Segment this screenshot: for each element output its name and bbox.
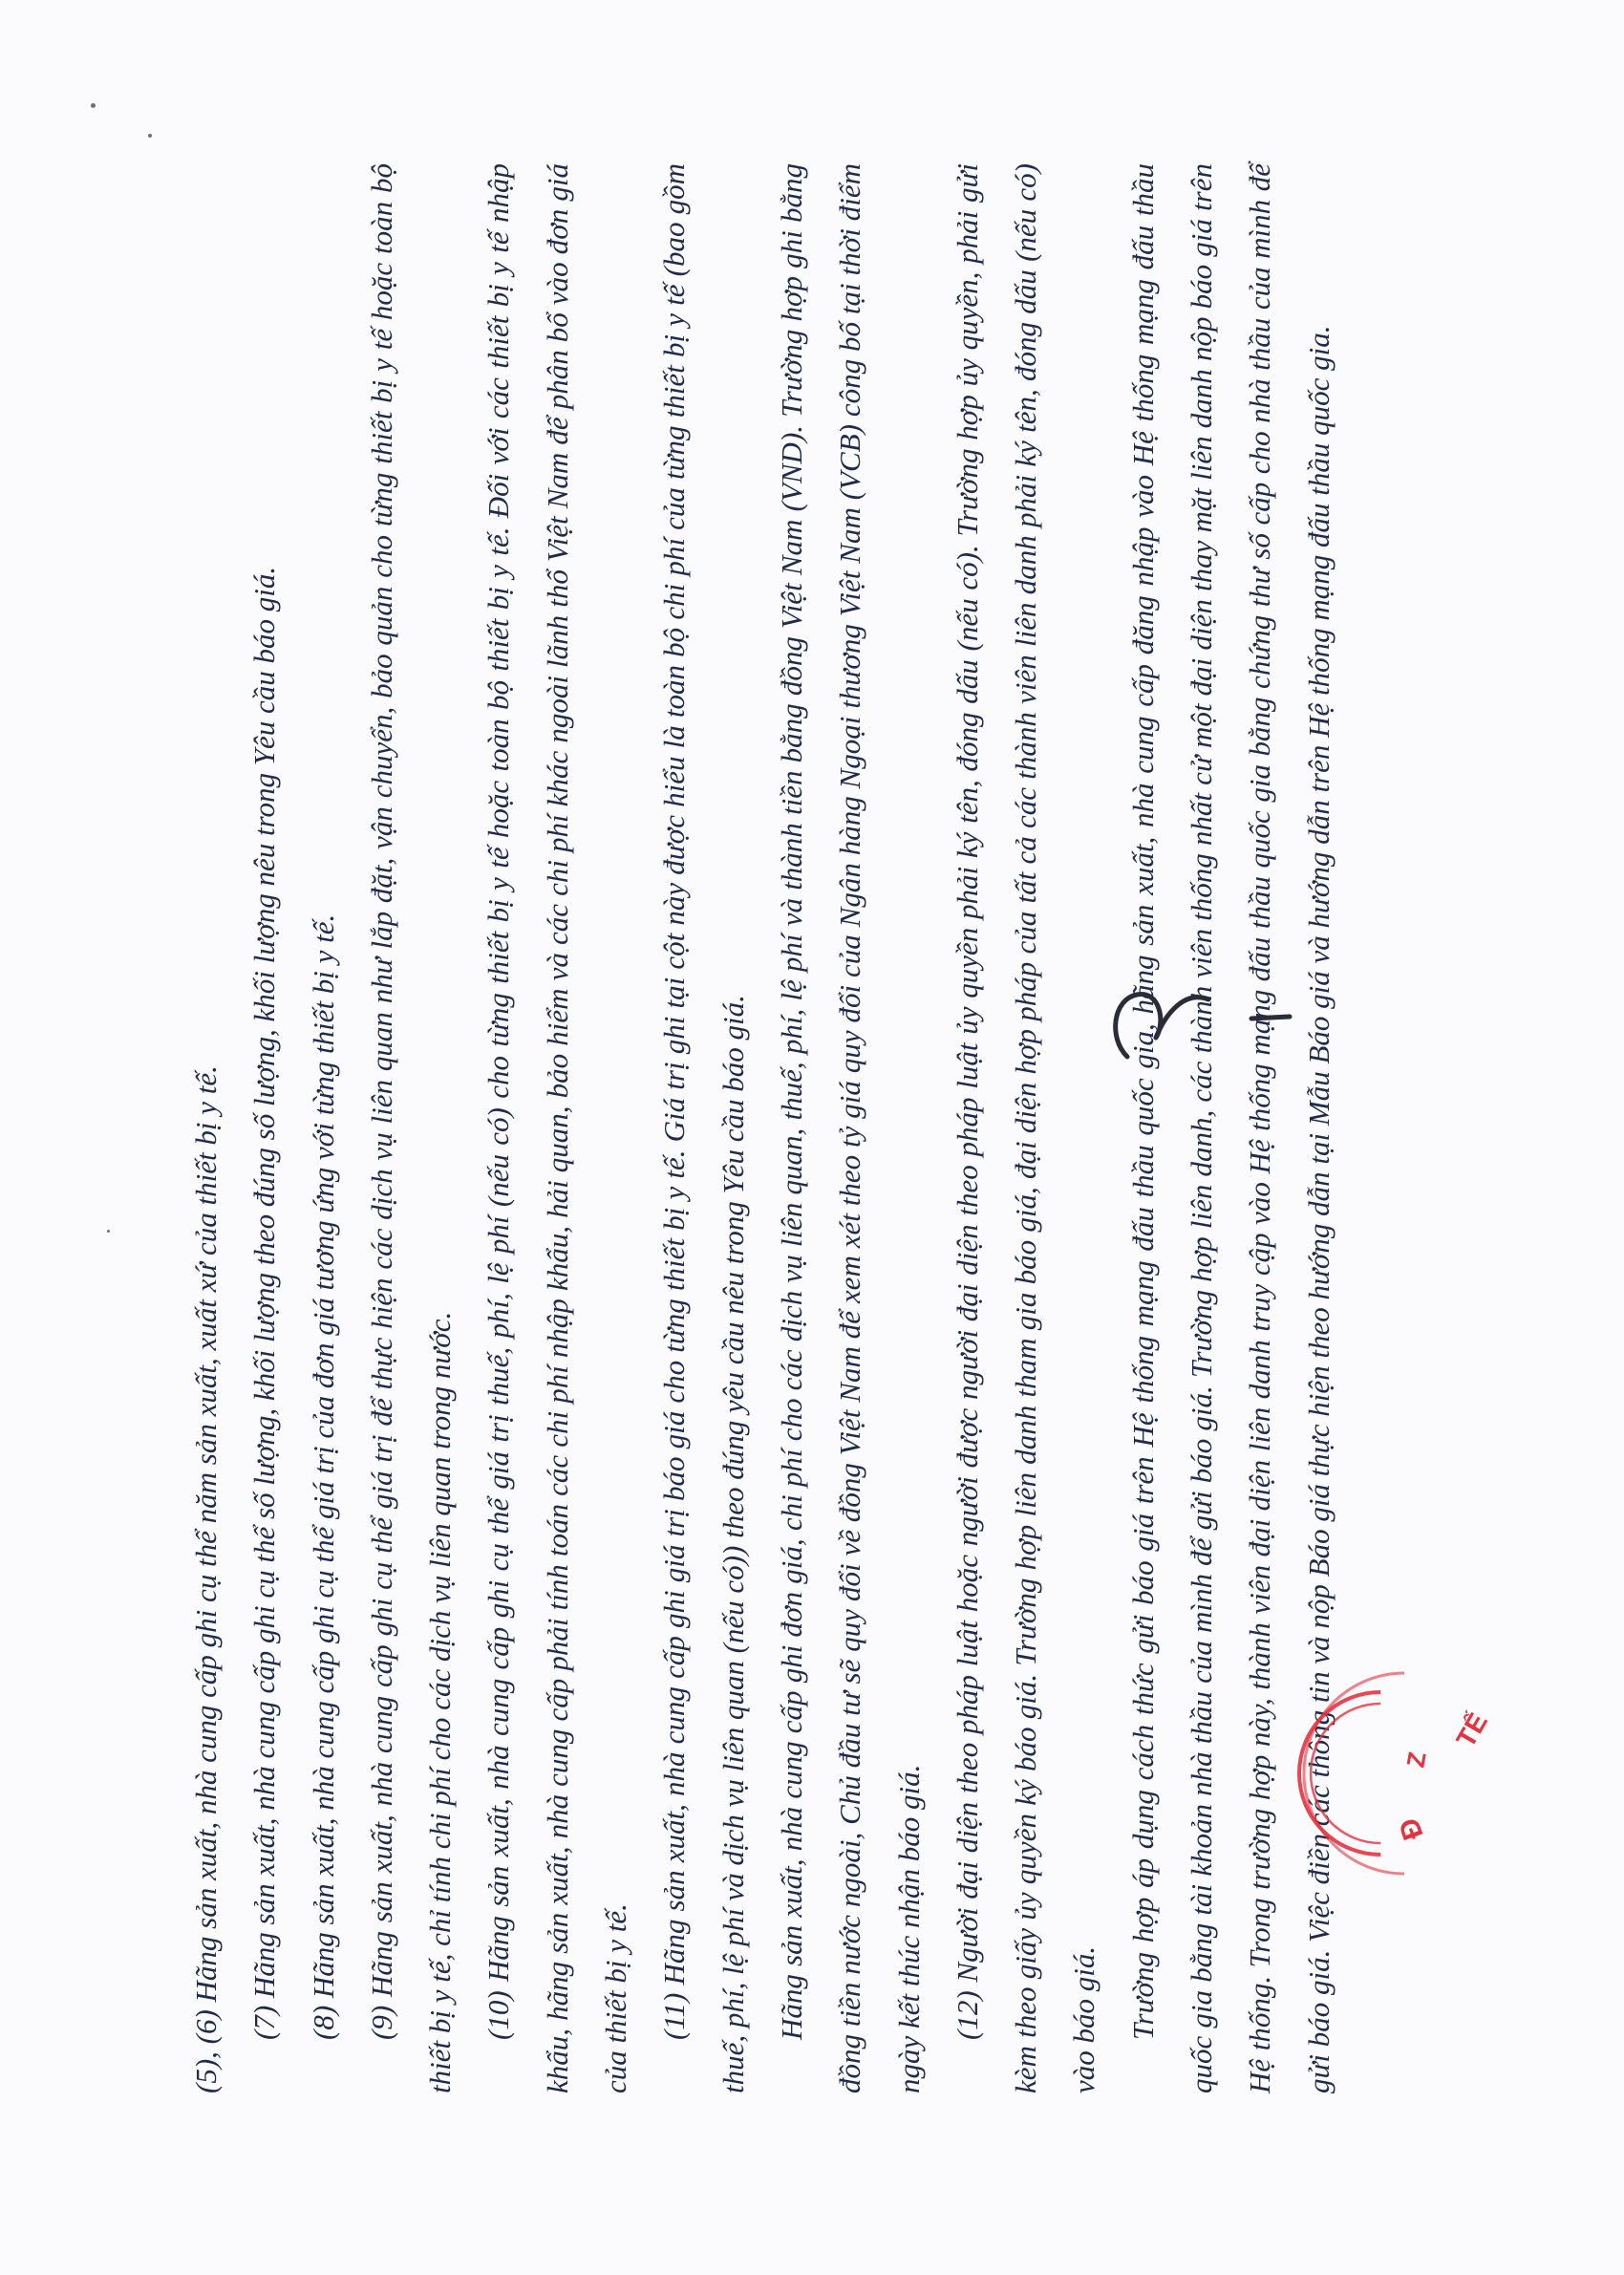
scan-speck — [107, 1230, 110, 1233]
scan-speck — [148, 134, 152, 138]
paragraph-note-9: (9) Hãng sản xuất, nhà cung cấp ghi cụ thể giá trị để thực hiện các dịch vụ liên quan như lắp đặt, vận chuyển, bảo quản cho từng thiết bị y tế hoặc toàn bộ thiết bị y tế, chỉ tính chi phí cho các dịch vụ liên quan trong nước. — [364, 163, 458, 2093]
paragraph-note-8: (8) Hãng sản xuất, nhà cung cấp ghi cụ thể giá trị của đơn giá tương ứng với từng thiết bị y tế. — [306, 913, 340, 2040]
svg-text:TẾ: TẾ — [1450, 1707, 1494, 1752]
document-text — [177, 163, 1348, 2093]
paragraph-note-11: (11) Hãng sản xuất, nhà cung cấp ghi giá trị báo giá cho từng thiết bị y tế. Giá trị ghi tại cột này được hiểu là toàn bộ chi phí của từng thiết bị y tế (bao gồm thuế, phí, lệ phí và dịch vụ liên quan (nếu có)) theo đúng yêu cầu nêu trong Yêu cầu báo giá. — [657, 163, 750, 2093]
paragraph-note-10: (10) Hãng sản xuất, nhà cung cấp ghi cụ thể giá trị thuế, phí, lệ phí (nếu có) cho từng thiết bị y tế hoặc toàn bộ thiết bị y tế. Đối với các thiết bị y tế nhập khẩu, hãng sản xuất, nhà cung cấp phải tính toán các chi phí nhập khẩu, hải quan, bảo hiểm và các chi phí khác ngoài lãnh thổ Việt Nam để phân bổ vào đơn giá của thiết bị y tế. — [481, 163, 633, 2093]
red-seal-stamp — [1261, 1654, 1500, 1893]
paragraph-note-12: (12) Người đại diện theo pháp luật hoặc người được người đại diện theo pháp luật ủy quyền phải ký tên, đóng dấu (nếu có). Trường hợp ủy quyền, phải gửi kèm theo giấy ủy quyền ký báo giá. Trường hợp liên danh tham gia báo giá, đại diện hợp pháp của tất cả các thành viên liên danh phải ký tên, đóng dấu (nếu có) vào báo giá. — [950, 163, 1101, 2093]
svg-text:Z: Z — [1400, 1749, 1432, 1771]
paragraph-note-5-6: (5), (6) Hãng sản xuất, nhà cung cấp ghi cụ thể năm sản xuất, xuất xứ của thiết bị y tế. — [189, 1065, 223, 2093]
paragraph-currency: Hãng sản xuất, nhà cung cấp ghi đơn giá, chi phí cho các dịch vụ liên quan, thuế, phí, lệ phí và thành tiền bằng đồng Việt Nam (VND). Trường hợp ghi bằng đồng tiền nước ngoài, Chủ đầu tư sẽ quy đổi về đồng Việt Nam để xem xét theo tỷ giá quy đổi của Ngân hàng Ngoại thương Việt Nam (VCB) công bố tại thời điểm ngày kết thúc nhận báo giá. — [774, 163, 926, 2093]
scan-speck — [91, 103, 96, 108]
paragraph-note-7: (7) Hãng sản xuất, nhà cung cấp ghi cụ thể số lượng, khối lượng theo đúng số lượng, khối lượng nêu trong Yêu cầu báo giá. — [247, 566, 282, 2040]
svg-text:Đ: Đ — [1393, 1814, 1430, 1844]
signature-mark — [1099, 971, 1299, 1076]
paragraph-online-submission: Trường hợp áp dụng cách thức gửi báo giá trên Hệ thống mạng đấu thầu quốc gia, hãng sản xuất, nhà cung cấp đăng nhập vào Hệ thống mạng đấu thầu quốc gia bằng tài khoản nhà thầu của mình để gửi báo giá. Trường hợp liên danh, các thành viên thống nhất cử một đại diện thay mặt liên danh nộp báo giá trên Hệ thống. Trong trường hợp này, thành viên đại diện liên danh truy cập vào Hệ thống mạng đấu thầu quốc gia bằng chứng thư số cấp cho nhà thầu của mình để gửi báo giá. Việc điền các thông tin và nộp Báo giá thực hiện theo hướng dẫn tại Mẫu Báo giá và hướng dẫn trên Hệ thống mạng đấu thầu quốc gia. — [1125, 163, 1336, 2093]
